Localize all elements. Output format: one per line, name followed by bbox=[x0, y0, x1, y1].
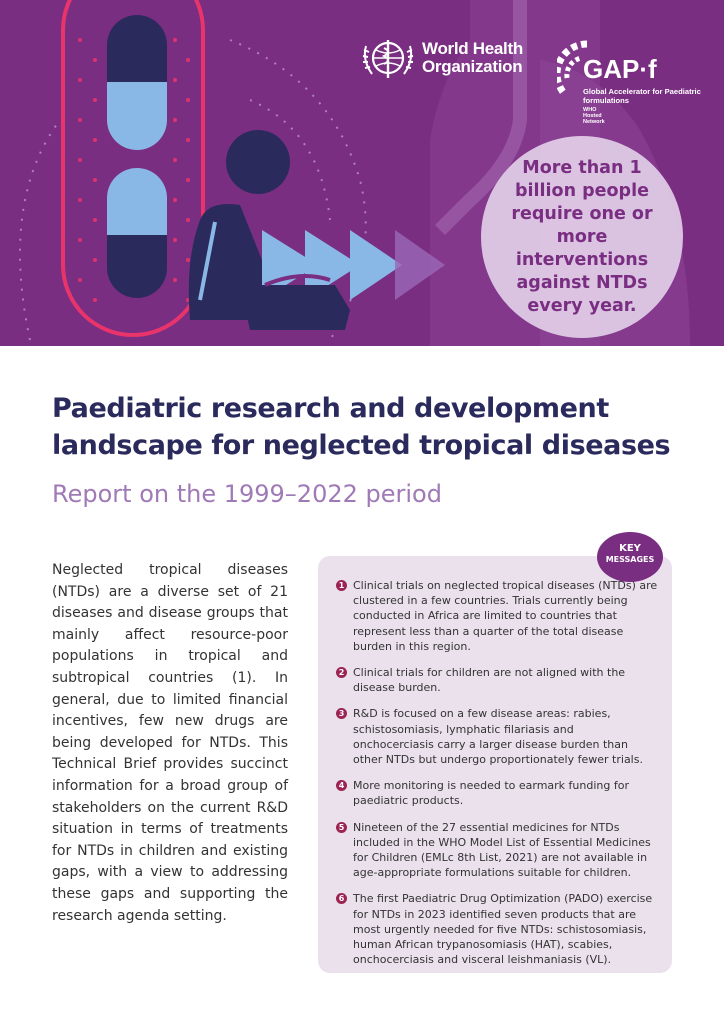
key-messages-badge bbox=[597, 532, 663, 582]
key-message-number: 6 bbox=[336, 893, 347, 904]
gapf-name: GAP·f bbox=[583, 54, 657, 84]
key-message bbox=[336, 665, 658, 695]
key-message-text: Clinical trials for children are not aligned with the disease burden. bbox=[353, 666, 626, 695]
gapf-subtitle: Global Accelerator for Paediatric formulations bbox=[583, 87, 701, 105]
key-message-text: More monitoring is needed to earmark funding for paediatric products. bbox=[353, 779, 629, 808]
key-message-text: Nineteen of the 27 essential medicines for NTDs included in the WHO Model List of Essential Medicines for Children (EMLc 8th List, 2021) are not available in age-appropriate formulations suitable for children. bbox=[353, 820, 651, 880]
gapf-network: WHO Hosted Network bbox=[583, 107, 605, 125]
key-message-number: 1 bbox=[336, 580, 347, 591]
key-message-number: 4 bbox=[336, 780, 347, 791]
key-message bbox=[336, 778, 658, 808]
page-title: Paediatric research and development landscape for neglected tropical diseases bbox=[52, 393, 671, 461]
key-messages-list bbox=[336, 578, 658, 978]
cover-banner bbox=[0, 0, 724, 346]
key-message bbox=[336, 820, 658, 881]
key-message bbox=[336, 891, 658, 967]
key-badge-line2: MESSAGES bbox=[605, 555, 655, 564]
key-message-text: The first Paediatric Drug Optimization (PADO) exercise for NTDs in 2023 identified seven products that are most urgently needed for five NTDs: schistosomiasis, human African trypanosomiasis (HAT), scabies, onchocerciasis and visceral leishmaniasis (VL). bbox=[353, 892, 653, 967]
key-message-number: 3 bbox=[336, 708, 347, 719]
key-message bbox=[336, 578, 658, 654]
who-logo-text: World Health Organization bbox=[422, 39, 523, 76]
key-message-number: 5 bbox=[336, 822, 347, 833]
key-message-text: R&D is focused on a few disease areas: rabies, schistosomiasis, lymphatic filariasis and onchocerciasis carry a larger disease burden than other NTDs but undergo proportionately fewer trials. bbox=[353, 707, 643, 767]
key-badge-line1: KEY bbox=[619, 543, 641, 554]
stat-callout bbox=[481, 136, 683, 338]
key-message-text: Clinical trials on neglected tropical diseases (NTDs) are clustered in a few countries. Trials currently being conducted in Africa are limited to countries that represent less than a quarter of the total disease burden in this region. bbox=[353, 579, 658, 653]
intro-paragraph: Neglected tropical diseases (NTDs) are a diverse set of 21 diseases and disease groups that mainly affect resource-poor populations in tropical and subtropical countries (1). In general, due to limited financial incentives, few new drugs are being developed for NTDs. This Technical Brief provides succinct information for a broad group of stakeholders on the current R&D situation in terms of treatments for NTDs in children and existing gaps, with a view to addressing these gaps and supporting the research agenda setting. bbox=[52, 562, 288, 924]
key-message bbox=[336, 706, 658, 767]
who-logo bbox=[360, 34, 523, 82]
key-message-number: 2 bbox=[336, 667, 347, 678]
who-emblem-icon bbox=[360, 34, 416, 82]
page-subtitle: Report on the 1999–2022 period bbox=[52, 480, 442, 508]
stat-text: More than 1 billion people require one or more interventions against NTDs every year. bbox=[511, 157, 653, 316]
